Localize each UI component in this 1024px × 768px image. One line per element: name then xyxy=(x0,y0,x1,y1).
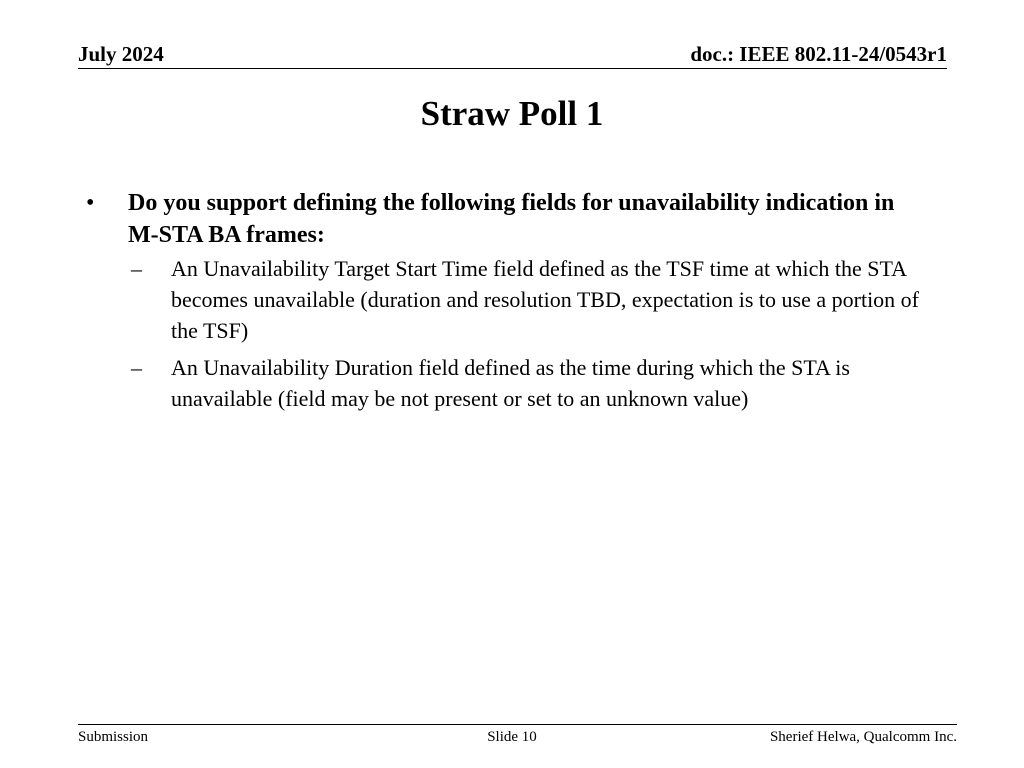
header-divider xyxy=(78,68,947,69)
sub-bullet-text: An Unavailability Duration field defined as the time during which the STA is unavailable (field may be not present or set to an unknown value) xyxy=(171,355,850,411)
slide-body xyxy=(84,187,954,414)
header-date: July 2024 xyxy=(78,42,164,66)
sub-bullet-marker: – xyxy=(131,256,142,281)
footer-slide-number: Slide 10 xyxy=(487,729,537,745)
sub-bullet-marker: – xyxy=(131,355,142,380)
slide-title: Straw Poll 1 xyxy=(420,94,604,133)
footer-submission-label: Submission xyxy=(78,729,149,745)
bullet-item xyxy=(84,187,954,251)
sub-bullet-text: An Unavailability Target Start Time field defined as the TSF time at which the STA becomes unavailable (duration and resolution TBD, expectation is to use a portion of the TSF) xyxy=(171,256,920,343)
bullet-text: Do you support defining the following fields for unavailability indication in M-STA BA frames: xyxy=(128,190,895,248)
header-document-id: doc.: IEEE 802.11-24/0543r1 xyxy=(690,42,947,66)
sub-bullet-item xyxy=(129,352,954,414)
bullet-marker: • xyxy=(86,190,95,216)
sub-bullet-item xyxy=(129,253,954,346)
footer-divider xyxy=(78,724,957,725)
footer-author: Sherief Helwa, Qualcomm Inc. xyxy=(769,729,957,745)
